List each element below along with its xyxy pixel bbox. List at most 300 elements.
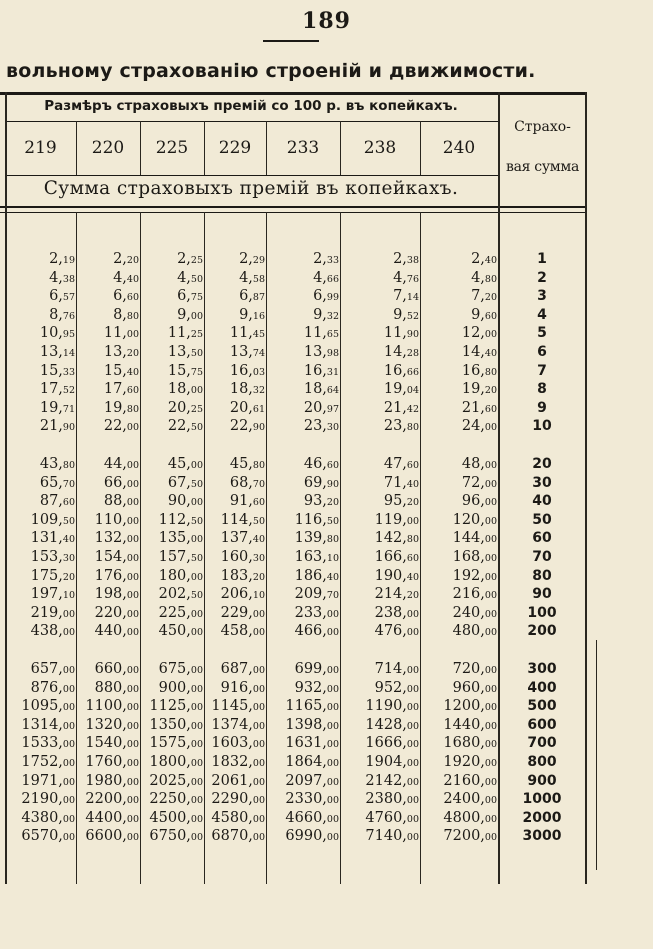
premium-cell — [266, 734, 339, 755]
premium-cell — [140, 679, 203, 700]
premium-rubles: 4, — [49, 269, 63, 286]
premium-rubles: 450, — [158, 623, 191, 640]
premium-kopecks: 00 — [326, 683, 339, 695]
premium-kopecks: 20 — [252, 571, 265, 583]
premium-cell — [204, 790, 265, 811]
premium-kopecks: 00 — [126, 627, 139, 639]
premium-kopecks: 60 — [484, 310, 497, 322]
premium-rubles: 960, — [452, 679, 485, 696]
premium-cell — [420, 362, 497, 383]
premium-kopecks: 28 — [406, 348, 419, 359]
premium-kopecks: 00 — [406, 720, 419, 732]
premium-cell — [5, 585, 75, 606]
premium-rubles: 206, — [220, 586, 253, 603]
premium-rubles: 116, — [294, 511, 327, 528]
premium-cell — [140, 790, 203, 811]
premium-cell — [204, 622, 265, 643]
premium-kopecks: 99 — [326, 292, 339, 304]
premium-rubles: 458, — [220, 623, 253, 640]
premium-cell — [266, 716, 339, 737]
premium-kopecks: 00 — [406, 832, 419, 844]
table-row — [0, 809, 585, 828]
premium-cell — [420, 604, 497, 625]
premium-rubles: 23, — [383, 418, 407, 435]
table-row — [0, 548, 585, 567]
rate-heading-229: 229 — [218, 138, 252, 158]
premium-kopecks: 00 — [190, 702, 203, 714]
premium-cell — [340, 511, 419, 532]
premium-cell — [420, 827, 497, 848]
premium-cell — [76, 529, 139, 550]
premium-kopecks: 40 — [406, 478, 419, 490]
premium-cell — [266, 511, 339, 532]
premium-cell — [5, 567, 75, 588]
premium-kopecks: 00 — [126, 758, 139, 769]
premium-cell — [140, 343, 203, 364]
premium-cell — [76, 622, 139, 643]
premium-rubles: 1800, — [149, 754, 191, 770]
premium-kopecks: 00 — [252, 776, 265, 788]
premium-kopecks: 20 — [406, 497, 419, 509]
premium-cell — [76, 362, 139, 383]
premium-rubles: 4800, — [443, 809, 485, 826]
premium-kopecks: 00 — [484, 683, 497, 695]
premium-rubles: 1100, — [85, 698, 127, 715]
premium-kopecks: 00 — [484, 590, 497, 602]
premium-kopecks: 97 — [326, 403, 339, 415]
premium-kopecks: 33 — [326, 255, 339, 266]
premium-kopecks: 10 — [326, 553, 339, 564]
premium-rubles: 135, — [158, 530, 191, 547]
premium-rubles: 14, — [461, 344, 485, 360]
premium-cell — [5, 492, 75, 513]
premium-kopecks: 00 — [126, 553, 139, 564]
premium-kopecks: 50 — [62, 515, 75, 527]
premium-cell — [420, 287, 497, 308]
premium-kopecks: 50 — [252, 515, 265, 527]
premium-rubles: 480, — [452, 623, 485, 640]
premium-cell — [204, 734, 265, 755]
premium-cell — [420, 716, 497, 737]
premium-rubles: 13, — [167, 344, 191, 360]
premium-cell — [340, 772, 419, 793]
premium-cell — [76, 753, 139, 774]
premium-cell — [420, 679, 497, 700]
premium-cell — [204, 660, 265, 681]
premium-kopecks: 00 — [406, 627, 419, 639]
premium-kopecks: 38 — [406, 255, 419, 266]
premium-rubles: 17, — [103, 381, 127, 398]
premium-kopecks: 00 — [252, 739, 265, 751]
premium-kopecks: 00 — [190, 795, 203, 807]
premium-kopecks: 00 — [252, 720, 265, 732]
premium-kopecks: 00 — [62, 758, 75, 769]
premium-cell — [340, 679, 419, 700]
premium-rubles: 23, — [303, 418, 327, 435]
premium-rubles: 1350, — [149, 716, 191, 733]
table-row — [0, 716, 585, 735]
premium-kopecks: 80 — [484, 366, 497, 378]
premium-rubles: 1145, — [211, 698, 253, 715]
premium-kopecks: 00 — [190, 385, 203, 397]
premium-rubles: 10, — [39, 325, 63, 342]
premium-rubles: 20, — [229, 399, 253, 416]
premium-rubles: 13, — [103, 344, 127, 360]
premium-cell — [204, 306, 265, 327]
table-row — [0, 455, 585, 474]
premium-cell — [266, 548, 339, 569]
premium-rubles: 16, — [303, 362, 327, 379]
premium-rubles: 4, — [393, 269, 407, 286]
premium-rubles: 6, — [49, 288, 63, 305]
premium-rubles: 6, — [113, 288, 127, 305]
premium-kopecks: 00 — [252, 665, 265, 676]
premium-kopecks: 60 — [62, 497, 75, 509]
premium-kopecks: 00 — [484, 571, 497, 583]
premium-cell — [266, 492, 339, 513]
premium-rubles: 8, — [49, 306, 63, 323]
premium-rubles: 110, — [94, 511, 127, 528]
premium-rubles: 46, — [303, 456, 327, 472]
premium-rubles: 216, — [452, 586, 485, 603]
premium-kopecks: 00 — [484, 627, 497, 639]
insured-sum-header-line1: Страхо- — [514, 119, 571, 135]
premium-kopecks: 31 — [326, 366, 339, 378]
premium-rubles: 720, — [452, 661, 485, 677]
premium-cell — [140, 399, 203, 420]
premium-cell — [5, 604, 75, 625]
premium-kopecks: 00 — [62, 776, 75, 788]
premium-rubles: 1980, — [85, 772, 127, 789]
premium-cell — [140, 734, 203, 755]
premium-kopecks: 00 — [484, 534, 497, 546]
premium-cell — [266, 455, 339, 476]
premium-cell — [266, 343, 339, 364]
premium-rubles: 4, — [313, 269, 327, 286]
premium-kopecks: 30 — [62, 553, 75, 564]
premium-rubles: 20, — [303, 399, 327, 416]
premium-kopecks: 00 — [484, 739, 497, 751]
premium-rubles: 2097, — [285, 772, 327, 789]
premium-rubles: 1190, — [365, 698, 407, 715]
premium-cell — [340, 324, 419, 345]
premium-rubles: 476, — [374, 623, 407, 640]
premium-rubles: 466, — [294, 623, 327, 640]
premium-rubles: 12, — [461, 325, 485, 342]
premium-kopecks: 00 — [126, 720, 139, 732]
premium-cell — [5, 679, 75, 700]
premium-kopecks: 19 — [62, 255, 75, 266]
rate-heading-238: 238 — [363, 138, 397, 158]
premium-rubles: 166, — [374, 549, 407, 565]
rate-heading-220: 220 — [91, 138, 125, 158]
premium-kopecks: 10 — [252, 590, 265, 602]
premium-cell — [76, 697, 139, 718]
premium-rubles: 7, — [471, 288, 485, 305]
premium-cell — [5, 343, 75, 364]
premium-cell — [204, 511, 265, 532]
premium-kopecks: 57 — [62, 292, 75, 304]
premium-kopecks: 00 — [126, 515, 139, 527]
premium-kopecks: 10 — [62, 590, 75, 602]
premium-rubles: 2, — [113, 251, 127, 267]
premium-cell — [140, 622, 203, 643]
premium-kopecks: 00 — [484, 795, 497, 807]
premium-cell — [266, 324, 339, 345]
premium-kopecks: 00 — [326, 776, 339, 788]
premium-rubles: 67, — [167, 474, 191, 491]
premium-kopecks: 00 — [484, 720, 497, 732]
premium-cell — [340, 306, 419, 327]
premium-kopecks: 50 — [190, 553, 203, 564]
premium-kopecks: 00 — [326, 627, 339, 639]
premium-rubles: 8, — [113, 306, 127, 323]
premium-cell — [76, 604, 139, 625]
premium-cell — [140, 269, 203, 290]
premium-cell — [266, 529, 339, 550]
premium-rubles: 65, — [39, 474, 63, 491]
premium-kopecks: 29 — [252, 255, 265, 266]
premium-cell — [340, 362, 419, 383]
premium-rubles: 114, — [220, 511, 253, 528]
premium-kopecks: 40 — [326, 571, 339, 583]
premium-cell — [420, 324, 497, 345]
table-row — [0, 660, 585, 679]
premium-cell — [420, 492, 497, 513]
premium-cell — [266, 604, 339, 625]
premium-cell — [76, 287, 139, 308]
premium-kopecks: 80 — [126, 310, 139, 322]
premium-cell — [76, 660, 139, 681]
premium-cell — [266, 362, 339, 383]
premium-kopecks: 00 — [190, 813, 203, 825]
premium-rubles: 2400, — [443, 791, 485, 808]
premium-rubles: 160, — [220, 549, 253, 565]
premium-cell — [76, 734, 139, 755]
insured-sum-value: 1000 — [522, 791, 562, 808]
premium-cell — [266, 790, 339, 811]
premium-kopecks: 00 — [484, 702, 497, 714]
premium-cell — [5, 455, 75, 476]
premium-rubles: 66, — [103, 474, 127, 491]
premium-cell — [140, 772, 203, 793]
premium-kopecks: 00 — [126, 329, 139, 341]
collected-premium-header: Сумма страховыхъ премій въ копейкахъ. — [43, 178, 459, 199]
premium-cell — [140, 474, 203, 495]
premium-cell — [76, 455, 139, 476]
table-row — [0, 380, 585, 399]
premium-cell — [140, 567, 203, 588]
premium-kopecks: 00 — [190, 608, 203, 620]
premium-kopecks: 75 — [190, 366, 203, 378]
premium-kopecks: 00 — [252, 832, 265, 844]
premium-kopecks: 80 — [126, 403, 139, 415]
premium-kopecks: 90 — [326, 478, 339, 490]
premium-rubles: 1095, — [21, 698, 63, 715]
premium-kopecks: 60 — [406, 553, 419, 564]
premium-cell — [420, 548, 497, 569]
table-row — [0, 697, 585, 716]
premium-cell — [5, 548, 75, 569]
insured-sum-value: 3000 — [522, 828, 562, 845]
premium-cell — [340, 343, 419, 364]
premium-kopecks: 38 — [62, 273, 75, 285]
premium-cell — [76, 548, 139, 569]
rate-heading-219: 219 — [24, 138, 57, 158]
premium-kopecks: 25 — [190, 329, 203, 341]
premium-kopecks: 00 — [126, 665, 139, 676]
premium-kopecks: 98 — [326, 348, 339, 359]
premium-cell — [204, 324, 265, 345]
premium-kopecks: 00 — [190, 665, 203, 676]
premium-cell — [420, 399, 497, 420]
premium-rubles: 180, — [158, 567, 191, 584]
premium-cell — [204, 474, 265, 495]
premium-rubles: 2061, — [211, 772, 253, 789]
table-row — [0, 399, 585, 418]
premium-rubles: 2160, — [443, 772, 485, 789]
premium-rubles: 1631, — [285, 735, 327, 752]
premium-rubles: 1575, — [149, 735, 191, 752]
premium-kopecks: 40 — [252, 534, 265, 546]
premium-kopecks: 00 — [406, 702, 419, 714]
premium-kopecks: 00 — [484, 776, 497, 788]
premium-cell — [5, 380, 75, 401]
premium-rubles: 45, — [229, 456, 253, 472]
premium-cell — [140, 585, 203, 606]
premium-kopecks: 00 — [252, 758, 265, 769]
premium-kopecks: 00 — [62, 665, 75, 676]
premium-rubles: 1864, — [285, 754, 327, 770]
premium-kopecks: 25 — [190, 403, 203, 415]
premium-cell — [266, 287, 339, 308]
premium-kopecks: 40 — [62, 534, 75, 546]
premium-rubles: 16, — [383, 362, 407, 379]
premium-cell — [5, 827, 75, 848]
insured-sum-value: 200 — [527, 623, 557, 640]
premium-cell — [5, 716, 75, 737]
premium-rubles: 714, — [374, 661, 407, 677]
premium-rubles: 131, — [30, 530, 63, 547]
insured-sum-value: 6 — [537, 344, 547, 360]
premium-cell — [5, 753, 75, 774]
premium-rubles: 19, — [461, 381, 485, 398]
insured-sum-value: 50 — [532, 511, 552, 528]
premium-cell — [340, 697, 419, 718]
premium-kopecks: 00 — [484, 478, 497, 490]
premium-kopecks: 00 — [62, 739, 75, 751]
premium-rubles: 153, — [30, 549, 63, 565]
premium-cell — [140, 548, 203, 569]
premium-rubles: 18, — [303, 381, 327, 398]
premium-rubles: 11, — [103, 325, 127, 342]
premium-cell — [420, 772, 497, 793]
premium-kopecks: 00 — [406, 515, 419, 527]
premium-kopecks: 42 — [406, 403, 419, 415]
premium-cell — [420, 455, 497, 476]
premium-cell — [420, 343, 497, 364]
premium-kopecks: 00 — [190, 758, 203, 769]
premium-cell — [76, 306, 139, 327]
premium-kopecks: 00 — [190, 776, 203, 788]
premium-rubles: 87, — [39, 493, 63, 510]
premium-cell — [340, 604, 419, 625]
premium-rubles: 192, — [452, 567, 485, 584]
table-row — [0, 492, 585, 511]
premium-cell — [420, 660, 497, 681]
table-rule-vertical — [585, 92, 587, 884]
premium-rubles: 932, — [294, 679, 327, 696]
table-row — [0, 417, 585, 436]
premium-cell — [76, 380, 139, 401]
premium-kopecks: 00 — [126, 683, 139, 695]
premium-kopecks: 00 — [126, 571, 139, 583]
premium-cell — [420, 585, 497, 606]
premium-rubles: 48, — [461, 456, 485, 472]
premium-rubles: 4580, — [211, 809, 253, 826]
premium-rubles: 220, — [94, 604, 127, 621]
premium-rubles: 154, — [94, 549, 127, 565]
premium-rubles: 132, — [94, 530, 127, 547]
premium-cell — [204, 809, 265, 830]
premium-rubles: 163, — [294, 549, 327, 565]
table-row — [0, 324, 585, 343]
premium-kopecks: 00 — [484, 329, 497, 341]
table-row — [0, 362, 585, 381]
premium-rubles: 6570, — [21, 828, 63, 845]
premium-rubles: 90, — [167, 493, 191, 510]
premium-rubles: 21, — [39, 418, 63, 435]
premium-rubles: 6600, — [85, 828, 127, 845]
premium-rubles: 119, — [374, 511, 407, 528]
page-number-rule — [263, 40, 319, 42]
insured-sum-value: 2 — [537, 269, 547, 286]
premium-rubles: 219, — [30, 604, 63, 621]
premium-rubles: 15, — [167, 362, 191, 379]
premium-cell — [76, 809, 139, 830]
premium-kopecks: 00 — [484, 422, 497, 434]
insured-sum-value: 7 — [537, 362, 547, 379]
premium-rubles: 1603, — [211, 735, 253, 752]
premium-rubles: 183, — [220, 567, 253, 584]
premium-cell — [76, 474, 139, 495]
premium-kopecks: 14 — [62, 348, 75, 359]
premium-rubles: 7, — [393, 288, 407, 305]
premium-kopecks: 30 — [326, 422, 339, 434]
premium-cell — [420, 511, 497, 532]
premium-kopecks: 70 — [252, 478, 265, 490]
premium-kopecks: 00 — [126, 813, 139, 825]
premium-cell — [76, 269, 139, 290]
premium-cell — [420, 790, 497, 811]
premium-rubles: 1752, — [21, 754, 63, 770]
premium-rubles: 186, — [294, 567, 327, 584]
premium-kopecks: 00 — [190, 832, 203, 844]
premium-rubles: 72, — [461, 474, 485, 491]
insured-sum-value: 1 — [537, 251, 547, 267]
premium-rubles: 4, — [239, 269, 253, 286]
table-rule-vertical — [596, 640, 597, 870]
premium-kopecks: 00 — [406, 665, 419, 676]
premium-cell — [420, 567, 497, 588]
insured-sum-value: 100 — [527, 604, 557, 621]
premium-cell — [76, 399, 139, 420]
premium-kopecks: 00 — [484, 460, 497, 471]
premium-kopecks: 75 — [190, 292, 203, 304]
premium-rubles: 2, — [177, 251, 191, 267]
premium-cell — [140, 306, 203, 327]
premium-cell — [76, 567, 139, 588]
